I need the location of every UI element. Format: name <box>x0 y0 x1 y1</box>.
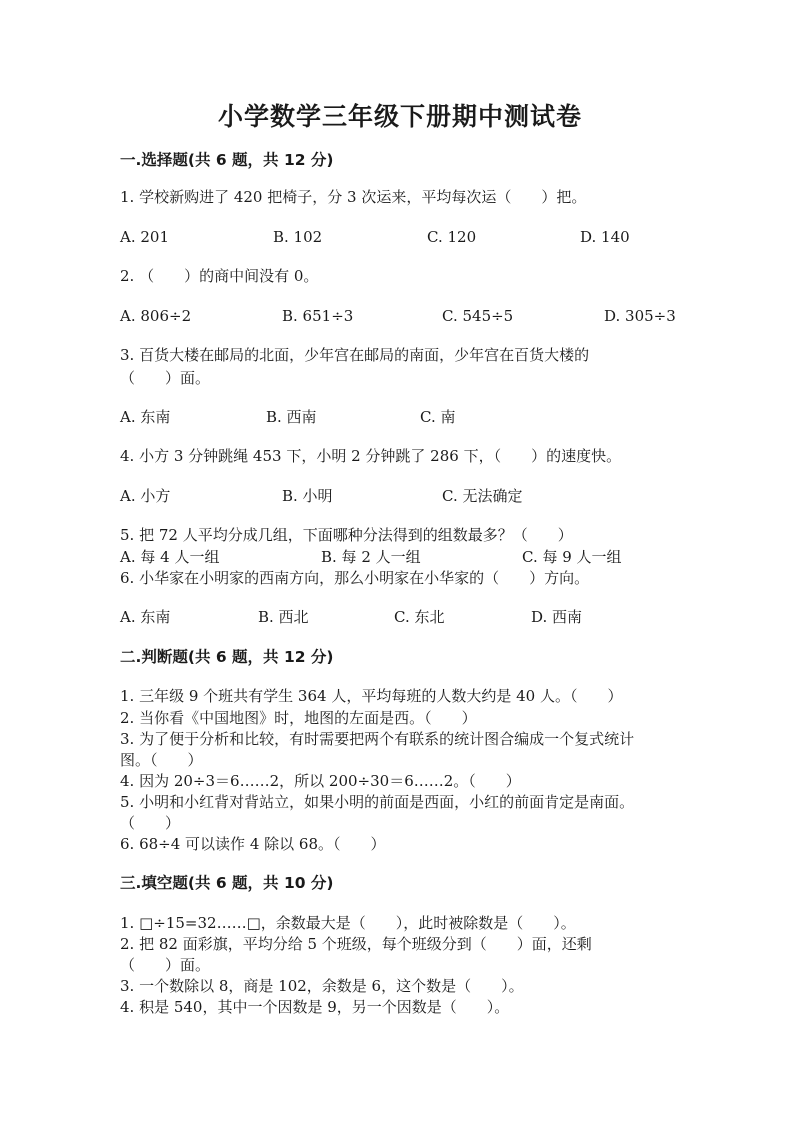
option: B. 651÷3 <box>282 307 354 325</box>
question-stem: 1. 学校新购进了 420 把椅子，分 3 次运来，平均每次运（ ）把。 <box>120 188 587 206</box>
option: C. 东北 <box>394 608 445 626</box>
option: B. 西北 <box>258 608 309 626</box>
option: D. 305÷3 <box>604 307 676 325</box>
option: C. 南 <box>420 408 456 426</box>
option: B. 102 <box>273 228 323 246</box>
option: A. 小方 <box>120 487 171 505</box>
judgement-line: 2. 当你看《中国地图》时，地图的左面是西。（ ） <box>120 709 477 727</box>
fill-blank-line: 1. □÷15=32……□，余数最大是（ ），此时被除数是（ ）。 <box>120 914 576 932</box>
option: B. 每 2 人一组 <box>321 548 421 566</box>
judgement-line: 5. 小明和小红背对背站立，如果小明的前面是西面，小红的前面肯定是南面。 <box>120 793 635 811</box>
fill-blank-line: （ ）面。 <box>120 956 211 974</box>
judgement-line: 6. 68÷4 可以读作 4 除以 68。（ ） <box>120 835 386 853</box>
fill-blank-line: 4. 积是 540，其中一个因数是 9，另一个因数是（ ）。 <box>120 998 510 1016</box>
judgement-line: 1. 三年级 9 个班共有学生 364 人，平均每班的人数大约是 40 人。（ ） <box>120 687 623 705</box>
option: B. 小明 <box>282 487 333 505</box>
option: B. 西南 <box>266 408 317 426</box>
option: D. 西南 <box>531 608 583 626</box>
option: C. 无法确定 <box>442 487 523 505</box>
section-heading-judgement: 二.判断题(共 6 题，共 12 分) <box>120 648 334 666</box>
option: A. 东南 <box>120 408 171 426</box>
judgement-line: 图。（ ） <box>120 751 203 769</box>
question-stem: 6. 小华家在小明家的西南方向，那么小明家在小华家的（ ）方向。 <box>120 569 590 587</box>
question-stem: 5. 把 72 人平均分成几组，下面哪种分法得到的组数最多？（ ） <box>120 526 573 544</box>
judgement-line: 3. 为了便于分析和比较，有时需要把两个有联系的统计图合编成一个复式统计 <box>120 730 635 748</box>
page-title: 小学数学三年级下册期中测试卷 <box>217 102 582 131</box>
question-stem: 2. （ ）的商中间没有 0。 <box>120 267 319 285</box>
judgement-line: （ ） <box>120 814 181 832</box>
question-stem: 4. 小方 3 分钟跳绳 453 下，小明 2 分钟跳了 286 下，（ ）的速度快。 <box>120 447 622 465</box>
section-heading-fill-blank: 三.填空题(共 6 题，共 10 分) <box>120 874 334 892</box>
option: A. 201 <box>120 228 169 246</box>
question-stem-continued: （ ）面。 <box>120 369 211 387</box>
fill-blank-line: 3. 一个数除以 8，商是 102，余数是 6，这个数是（ ）。 <box>120 977 524 995</box>
option: A. 每 4 人一组 <box>120 548 220 566</box>
question-stem: 3. 百货大楼在邮局的北面，少年宫在邮局的南面，少年宫在百货大楼的 <box>120 346 590 364</box>
option: C. 545÷5 <box>442 307 514 325</box>
option: A. 806÷2 <box>120 307 192 325</box>
option: C. 120 <box>427 228 477 246</box>
option: D. 140 <box>580 228 630 246</box>
fill-blank-line: 2. 把 82 面彩旗，平均分给 5 个班级，每个班级分到（ ）面，还剩 <box>120 935 592 953</box>
judgement-line: 4. 因为 20÷3＝6……2，所以 200÷30＝6……2。（ ） <box>120 772 521 790</box>
option: A. 东南 <box>120 608 171 626</box>
option: C. 每 9 人一组 <box>522 548 622 566</box>
section-heading-choice: 一.选择题(共 6 题，共 12 分) <box>120 151 334 169</box>
